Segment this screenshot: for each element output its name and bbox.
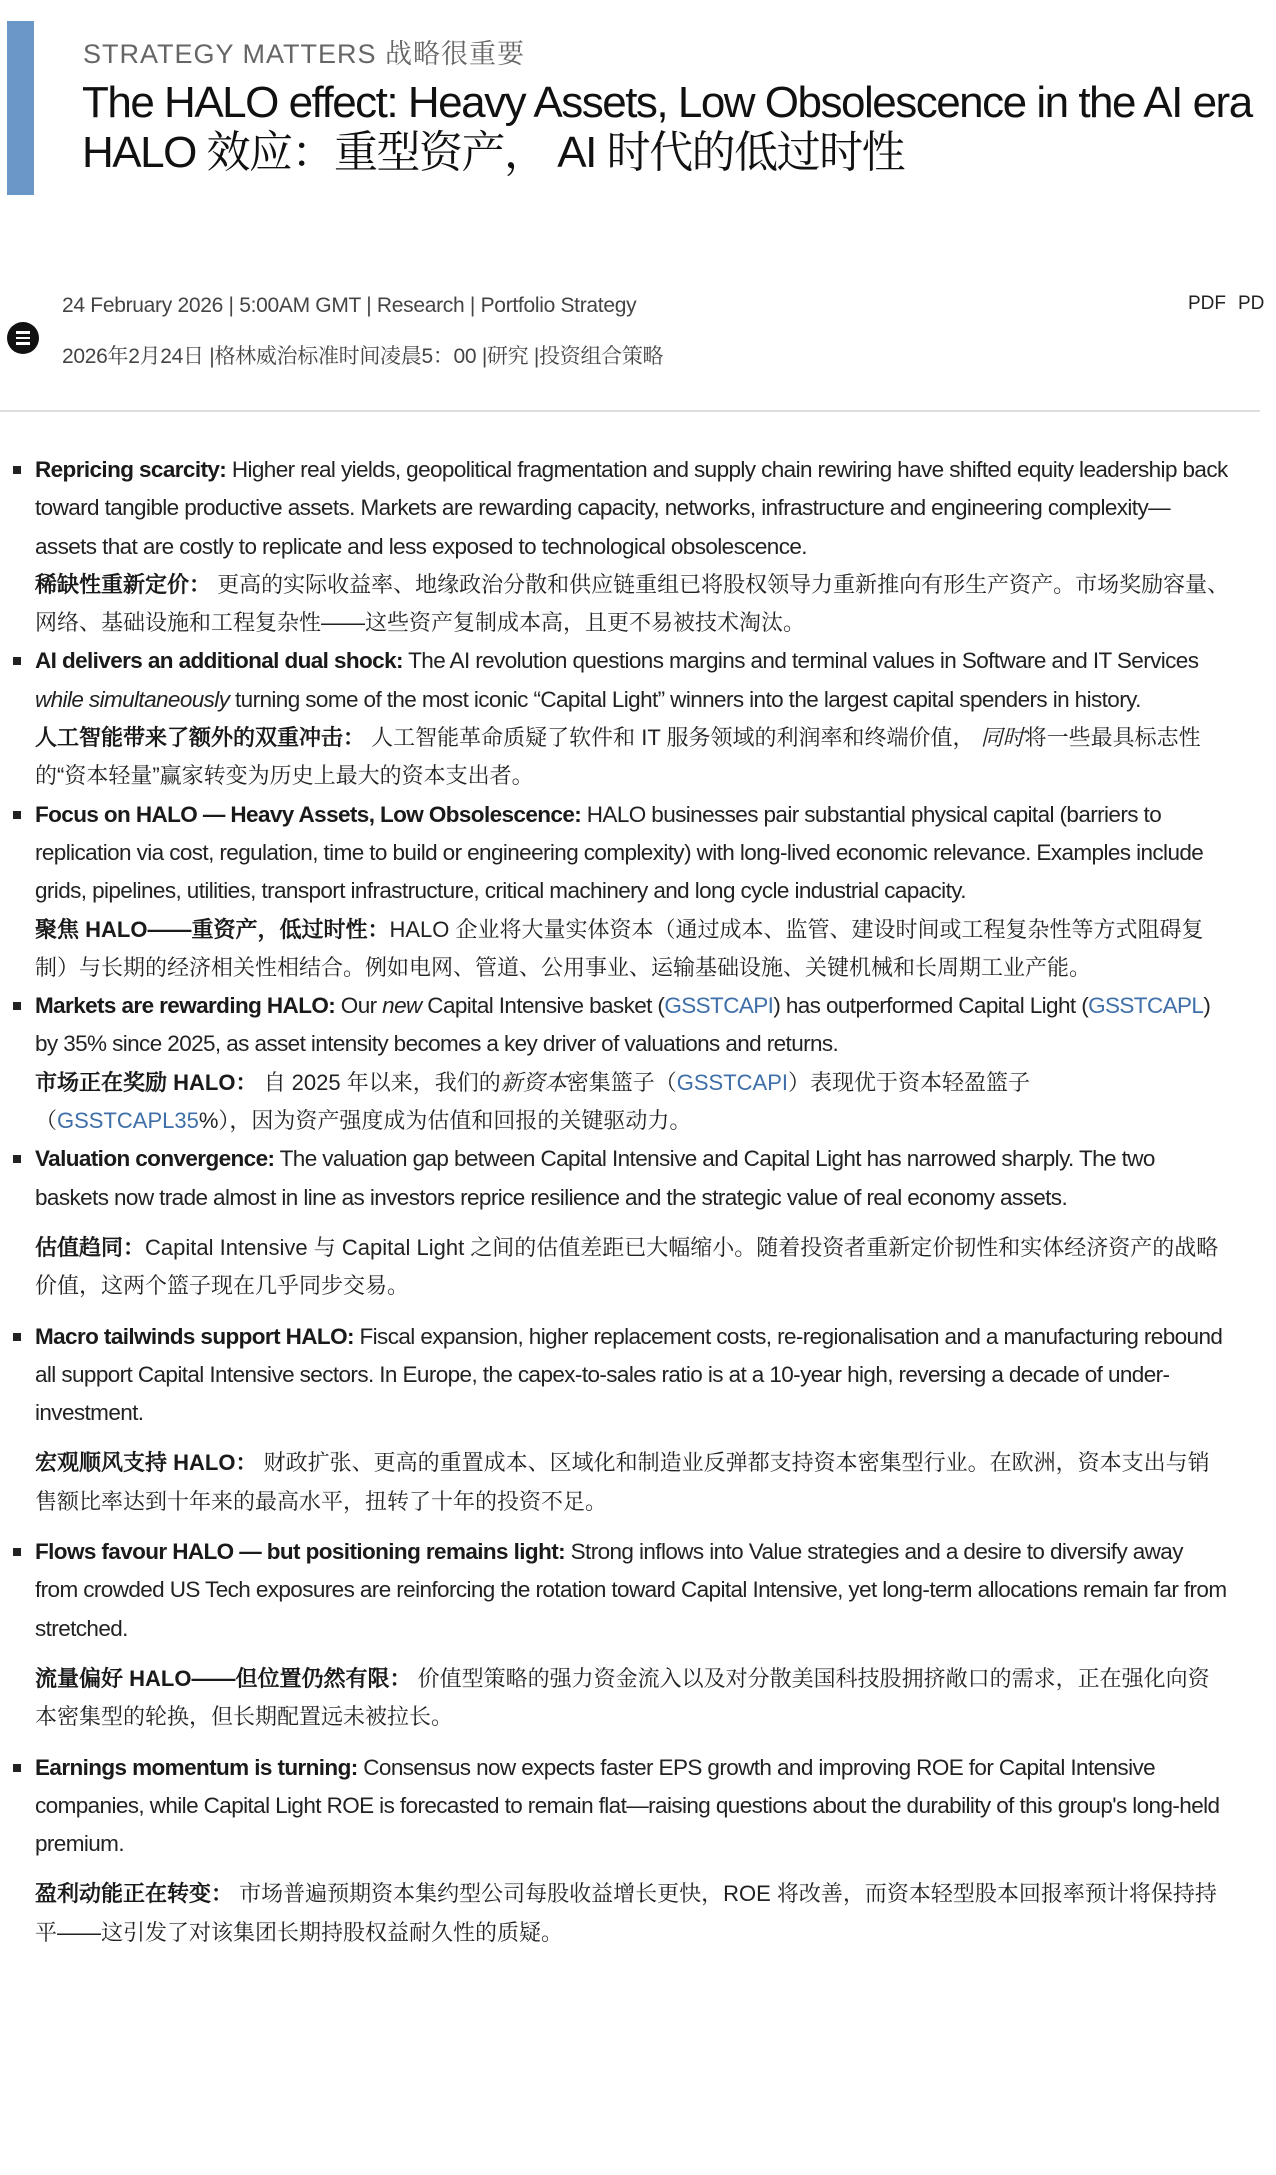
text: Capital Intensive 与 Capital Light 之间的估值差距已大幅缩小。随着投资者重新定价韧性和实体经济资产的战略价值，这两个篮子现在几乎同步交易。: [35, 1234, 1219, 1299]
paragraph-en: [35, 642, 1230, 719]
lead-in: 流量偏好 HALO——但位置仍然有限：: [35, 1665, 412, 1691]
ticker-link[interactable]: GSSTCAPI: [664, 993, 774, 1019]
text: ) by 35% since 2025, as asset intensity becomes a key driver of valuations and returns.: [35, 993, 1211, 1057]
paragraph-en: [35, 1533, 1230, 1648]
text: 密集篮子（: [566, 1069, 677, 1095]
paragraph-en: [35, 1318, 1230, 1433]
bullet-icon: [13, 811, 21, 819]
text: Strong inflows into Value strategies and a desire to diversify away from crowded US Tech exposures are reinforcing the rotation toward Capital Intensive, yet long-term allocations remain far from stretched.: [35, 1539, 1227, 1641]
text: ) has outperformed Capital Light (: [773, 993, 1089, 1019]
list-item: [0, 642, 1230, 795]
paragraph-zh: [35, 1229, 1230, 1306]
bullet-icon: [13, 1155, 21, 1163]
title-zh: HALO 效应：重型资产， AI 时代的低过时性: [82, 128, 905, 177]
list-item: [0, 1140, 1230, 1305]
list-item: [0, 1318, 1230, 1521]
bullet-icon: [13, 1002, 21, 1010]
text: The AI revolution questions margins and terminal values in Software and IT Services: [402, 648, 1199, 674]
pdf-link-2[interactable]: PD: [1238, 293, 1265, 314]
lead-in: Repricing scarcity:: [35, 457, 227, 482]
text: 财政扩张、更高的重置成本、区域化和制造业反弹都支持资本密集型行业。在欧洲，资本支出与销售额比率达到十年来的最高水平，扭转了十年的投资不足。: [35, 1450, 1210, 1514]
bullet-icon: [13, 1548, 21, 1556]
text: 自 2025 年以来，我们的: [257, 1069, 501, 1095]
lead-in: Macro tailwinds support HALO:: [35, 1323, 354, 1349]
emphasis: 新资本: [500, 1069, 567, 1095]
text: Capital Intensive basket (: [421, 993, 665, 1019]
text: The valuation gap between Capital Intensive and Capital Light has narrowed sharply. The two baskets now trade almost in line as investors reprice resilience and the strategic value of real economy assets.: [35, 1146, 1155, 1210]
lead-in: Flows favour HALO — but positioning remains light:: [35, 1539, 565, 1565]
ticker-link[interactable]: GSSTCAPI: [676, 1069, 789, 1095]
lead-in: 稀缺性重新定价：: [35, 571, 212, 597]
bullet-icon: [13, 657, 21, 665]
text: ）表现优于资本轻盈篮子（: [35, 1069, 1031, 1134]
lead-in: 人工智能带来了额外的双重冲击：: [35, 725, 366, 751]
text: 更高的实际收益率、地缘政治分散和供应链重组已将股权领导力重新推向有形生产资产。市场奖励容量、网络、基础设施和工程复杂性——这些资产复制成本高，且更不易被技术淘汰。: [35, 571, 1230, 636]
article-body: [0, 451, 1230, 1964]
paragraph-en: [35, 1749, 1230, 1864]
bullet-icon: [13, 1333, 21, 1341]
bullet-icon: [13, 466, 21, 474]
paragraph-zh: [35, 911, 1230, 988]
title-en: The HALO effect: Heavy Assets, Low Obsolescence in the AI era: [82, 78, 1252, 127]
lead-in: AI delivers an additional dual shock:: [35, 648, 403, 674]
lead-in: 市场正在奖励 HALO：: [35, 1069, 258, 1095]
bullet-icon: [13, 1764, 21, 1772]
section-kicker: STRATEGY MATTERS 战略很重要: [83, 39, 526, 69]
text: 价值型策略的强力资金流入以及对分散美国科技股拥挤敞口的需求，正在强化向资本密集型的轮换，但长期配置远未被拉长。: [35, 1665, 1210, 1730]
lead-in: 聚焦 HALO——重资产，低过时性：: [35, 916, 390, 942]
lead-in: Valuation convergence:: [35, 1146, 275, 1172]
meta-line-zh: 2026年2月24日 |格林威治标准时间凌晨5：00 |研究 |投资组合策略: [62, 345, 664, 368]
text: Fiscal expansion, higher replacement costs, re-regionalisation and a manufacturing rebound all support Capital Intensive sectors. In Europe, the capex-to-sales ratio is at a 10-year high, reversing a decade of under-investment.: [35, 1323, 1223, 1426]
paragraph-en: [35, 796, 1230, 911]
list-item: [0, 796, 1230, 987]
text: 将一些最具标志性的“资本轻量”赢家转变为历史上最大的资本支出者。: [35, 725, 1201, 789]
lead-in: 宏观顺风支持 HALO：: [35, 1450, 258, 1476]
paragraph-zh: [35, 566, 1230, 643]
list-item: [0, 451, 1230, 642]
paragraph-zh: [35, 1444, 1230, 1521]
list-item: [0, 987, 1230, 1140]
text: 市场普遍预期资本集约型公司每股收益增长更快，ROE 将改善，而资本轻型股本回报率预计将保持持平——这引发了对该集团长期持股权益耐久性的质疑。: [35, 1881, 1217, 1945]
ticker-link[interactable]: GSSTCAPL: [1088, 993, 1204, 1019]
divider: [0, 410, 1260, 412]
paragraph-zh: [35, 1064, 1230, 1141]
paragraph-en: [35, 1140, 1230, 1217]
emphasis: 同时: [980, 725, 1025, 751]
text: %），因为资产强度成为估值和回报的关键驱动力。: [198, 1108, 692, 1134]
ticker-link[interactable]: GSSTCAPL35: [57, 1108, 199, 1134]
text: HALO 企业将大量实体资本（通过成本、监管、建设时间或工程复杂性等方式阻碍复制）与长期的经济相关性相结合。例如电网、管道、公用事业、运输基础设施、关键机械和长周期工业产能。: [35, 916, 1204, 980]
paragraph-en: [35, 987, 1230, 1064]
accent-bar: [7, 21, 34, 195]
paragraph-zh: [35, 1660, 1230, 1737]
paragraph-en: [35, 451, 1230, 566]
text: Our: [335, 993, 383, 1019]
text: HALO businesses pair substantial physical capital (barriers to replication via cost, regulation, time to build or engineering complexity) with long-lived economic relevance. Examples include grids, pipelines, utilities, transport infrastructure, critical machinery and long cycle industrial capacity.: [35, 801, 1204, 904]
lead-in: Markets are rewarding HALO:: [35, 993, 336, 1019]
page-title: [82, 78, 1252, 178]
text: Higher real yields, geopolitical fragmentation and supply chain rewiring have shifted equity leadership back toward tangible productive assets. Markets are rewarding capacity, networks, infrastructure and engineering complexity—assets that are costly to replicate and less exposed to technological obsolescence.: [35, 457, 1228, 559]
lead-in: Focus on HALO — Heavy Assets, Low Obsolescence:: [35, 801, 582, 827]
text: turning some of the most iconic “Capital Light” winners into the largest capital spenders in history.: [229, 686, 1141, 712]
pdf-link[interactable]: PDF: [1188, 293, 1226, 314]
meta-line-en: 24 February 2026 | 5:00AM GMT | Research | Portfolio Strategy: [62, 294, 637, 317]
menu-icon[interactable]: [7, 322, 39, 354]
pdf-links: [1188, 293, 1276, 315]
emphasis: while simultaneously: [35, 686, 230, 712]
paragraph-zh: [35, 719, 1230, 796]
list-item: [0, 1749, 1230, 1952]
emphasis: new: [382, 993, 422, 1019]
lead-in: Earnings momentum is turning:: [35, 1754, 358, 1780]
lead-in: 估值趋同：: [35, 1234, 146, 1260]
text: Consensus now expects faster EPS growth and improving ROE for Capital Intensive companies, while Capital Light ROE is forecasted to remain flat—raising questions about the durability of this group's long-held premium.: [35, 1754, 1220, 1857]
text: 人工智能革命质疑了软件和 IT 服务领域的利润率和终端价值，: [365, 725, 981, 751]
list-item: [0, 1533, 1230, 1736]
lead-in: 盈利动能正在转变：: [35, 1881, 234, 1907]
paragraph-zh: [35, 1875, 1230, 1952]
